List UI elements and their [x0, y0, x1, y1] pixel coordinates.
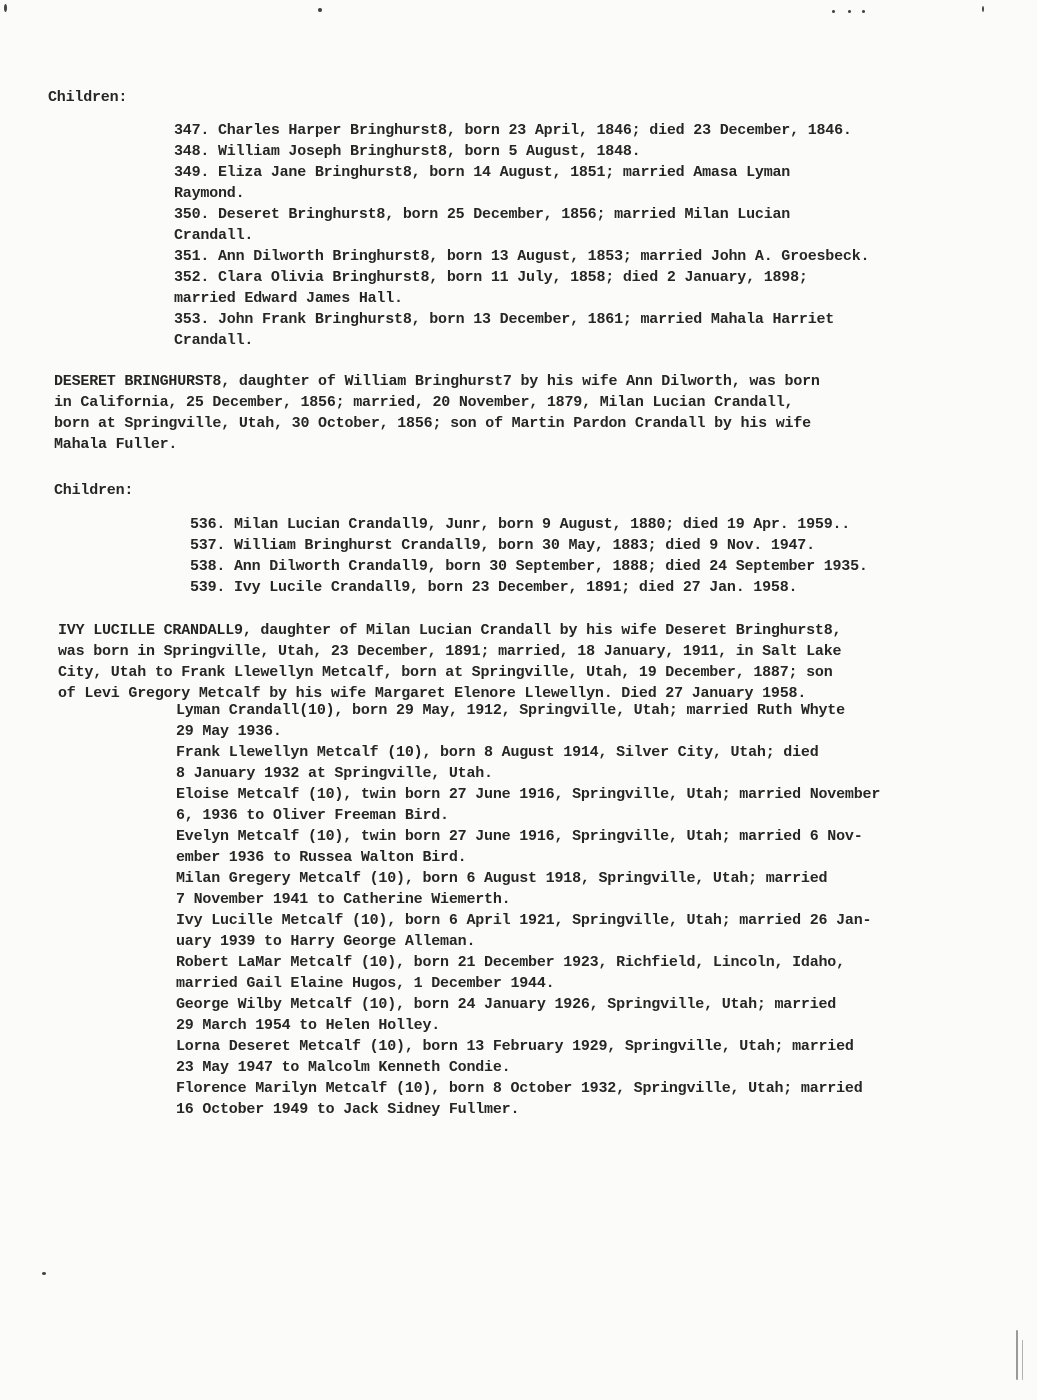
scan-speck	[42, 1272, 46, 1275]
scan-speck	[848, 10, 851, 13]
scan-speck	[982, 6, 984, 12]
grandchild-entry-cont: married Gail Elaine Hugos, 1 December 1944.	[176, 975, 555, 992]
children-heading-2: Children:	[54, 482, 134, 499]
scan-speck	[832, 10, 835, 13]
grandchild-entry: Eloise Metcalf (10), twin born 27 June 1916, Springville, Utah; married November	[176, 786, 881, 803]
child-entry-cont: Raymond.	[174, 185, 245, 202]
grandchild-entry-cont: uary 1939 to Harry George Alleman.	[176, 933, 476, 950]
child-entry: 539. Ivy Lucile Crandall9, born 23 December, 1891; died 27 Jan. 1958.	[190, 579, 798, 596]
scan-speck	[318, 8, 322, 12]
paragraph-line: IVY LUCILLE CRANDALL9, daughter of Milan Lucian Crandall by his wife Deseret Bringhurst8,	[58, 622, 842, 639]
child-entry-cont: Crandall.	[174, 332, 254, 349]
child-entry: 352. Clara Olivia Bringhurst8, born 11 July, 1858; died 2 January, 1898;	[174, 269, 808, 286]
grandchild-entry-cont: 8 January 1932 at Springville, Utah.	[176, 765, 493, 782]
child-entry: 351. Ann Dilworth Bringhurst8, born 13 August, 1853; married John A. Groesbeck.	[174, 248, 870, 265]
paragraph-line: was born in Springville, Utah, 23 December, 1891; married, 18 January, 1911, in Salt Lake	[58, 643, 842, 660]
grandchild-entry: Frank Llewellyn Metcalf (10), born 8 August 1914, Silver City, Utah; died	[176, 744, 819, 761]
child-entry: 349. Eliza Jane Bringhurst8, born 14 August, 1851; married Amasa Lyman	[174, 164, 791, 181]
paragraph-line: Mahala Fuller.	[54, 436, 178, 453]
paragraph-line: DESERET BRINGHURST8, daughter of William Bringhurst7 by his wife Ann Dilworth, was born	[54, 373, 820, 390]
grandchild-entry-cont: 7 November 1941 to Catherine Wiemerth.	[176, 891, 511, 908]
grandchild-entry-cont: ember 1936 to Russea Walton Bird.	[176, 849, 467, 866]
grandchild-entry: Florence Marilyn Metcalf (10), born 8 October 1932, Springville, Utah; married	[176, 1080, 863, 1097]
grandchild-entry-cont: 6, 1936 to Oliver Freeman Bird.	[176, 807, 449, 824]
grandchild-entry: Evelyn Metcalf (10), twin born 27 June 1916, Springville, Utah; married 6 Nov-	[176, 828, 863, 845]
paragraph-line: City, Utah to Frank Llewellyn Metcalf, born at Springville, Utah, 19 December, 1887; son	[58, 664, 833, 681]
scan-speck	[1016, 1330, 1018, 1380]
grandchild-entry: Lyman Crandall(10), born 29 May, 1912, Springville, Utah; married Ruth Whyte	[176, 702, 845, 719]
grandchild-entry-cont: 23 May 1947 to Malcolm Kenneth Condie.	[176, 1059, 511, 1076]
paragraph-line: of Levi Gregory Metcalf by his wife Margaret Elenore Llewellyn. Died 27 January 1958.	[58, 685, 807, 702]
child-entry: 353. John Frank Bringhurst8, born 13 December, 1861; married Mahala Harriet	[174, 311, 835, 328]
child-entry-cont: Crandall.	[174, 227, 254, 244]
grandchild-entry: Milan Gregery Metcalf (10), born 6 August 1918, Springville, Utah; married	[176, 870, 828, 887]
grandchild-entry: Lorna Deseret Metcalf (10), born 13 February 1929, Springville, Utah; married	[176, 1038, 854, 1055]
scan-speck	[862, 10, 865, 13]
scan-speck	[1022, 1340, 1023, 1380]
child-entry: 537. William Bringhurst Crandall9, born 30 May, 1883; died 9 Nov. 1947.	[190, 537, 815, 554]
grandchild-entry: Robert LaMar Metcalf (10), born 21 December 1923, Richfield, Lincoln, Idaho,	[176, 954, 845, 971]
paragraph-line: born at Springville, Utah, 30 October, 1856; son of Martin Pardon Crandall by his wife	[54, 415, 811, 432]
child-entry: 536. Milan Lucian Crandall9, Junr, born 9 August, 1880; died 19 Apr. 1959..	[190, 516, 851, 533]
scan-speck	[4, 4, 7, 12]
paragraph-line: in California, 25 December, 1856; married, 20 November, 1879, Milan Lucian Crandall,	[54, 394, 794, 411]
child-entry: 538. Ann Dilworth Crandall9, born 30 September, 1888; died 24 September 1935.	[190, 558, 868, 575]
child-entry: 347. Charles Harper Bringhurst8, born 23 April, 1846; died 23 December, 1846.	[174, 122, 852, 139]
grandchild-entry-cont: 29 May 1936.	[176, 723, 282, 740]
child-entry: 348. William Joseph Bringhurst8, born 5 August, 1848.	[174, 143, 641, 160]
child-entry-cont: married Edward James Hall.	[174, 290, 403, 307]
grandchild-entry: Ivy Lucille Metcalf (10), born 6 April 1921, Springville, Utah; married 26 Jan-	[176, 912, 872, 929]
grandchild-entry: George Wilby Metcalf (10), born 24 January 1926, Springville, Utah; married	[176, 996, 837, 1013]
grandchild-entry-cont: 16 October 1949 to Jack Sidney Fullmer.	[176, 1101, 520, 1118]
child-entry: 350. Deseret Bringhurst8, born 25 December, 1856; married Milan Lucian	[174, 206, 791, 223]
grandchild-entry-cont: 29 March 1954 to Helen Holley.	[176, 1017, 441, 1034]
children-heading-1: Children:	[48, 89, 128, 106]
